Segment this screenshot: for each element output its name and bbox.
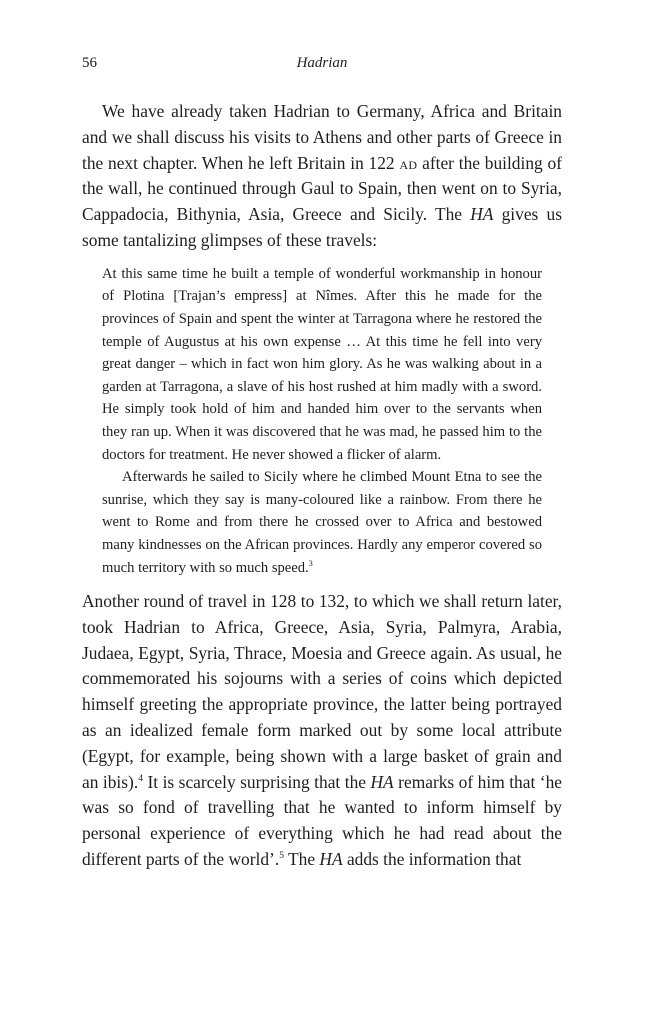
era-abbreviation: ad [399, 152, 418, 173]
work-abbreviation: HA [319, 849, 343, 870]
text-run: It is scarcely surprising that the [142, 771, 371, 792]
block-quotation [102, 263, 542, 579]
work-abbreviation: HA [470, 204, 494, 225]
text-run: remarks of him that ‘he was so fond of travelling that he wanted to inform himself by personal experience of everything which he had read about the different parts of the world’. [82, 771, 562, 870]
text-run: We have already taken Hadrian to Germany, Africa and Britain and we shall discuss his visits to Athens and other parts of Greece in the next chapter. When he left Britain in 122 [82, 101, 562, 173]
paragraph-intro [82, 99, 562, 254]
running-title: Hadrian [296, 55, 348, 71]
text-run: after the building of the wall, he continued through Gaul to Spain, then went on to Syria, Cappadocia, Bithynia, Asia, Greece and Sicily. The [82, 152, 562, 225]
text-run: Afterwards he sailed to Sicily where he climbed Mount Etna to see the sunrise, which they say is many-coloured like a rainbow. From there he went to Rome and from there he crossed over to Africa and bestowed many kindnesses on the African provinces. Hardly any emperor covered so much territory with so much speed. [102, 469, 542, 576]
footnote-marker-3[interactable]: 3 [308, 558, 313, 568]
body-text [82, 99, 562, 873]
paragraph-travels [82, 589, 562, 873]
text-run: Another round of travel in 128 to 132, to which we shall return later, took Hadrian to Africa, Greece, Asia, Syria, Palmyra, Arabia, Judaea, Egypt, Syria, Thrace, Moesia and Greece again. As usual, he commemorated his sojourns with a series of coins which depicted himself greeting the appropriate province, the latter being portrayed as an idealized female form marked out by some local attribute (Egypt, for example, being shown with a large basket of grain and an ibis). [82, 591, 562, 792]
text-run: adds the information that [342, 849, 522, 870]
page-number: 56 [82, 55, 97, 71]
running-head [82, 52, 562, 74]
quote-paragraph-2 [102, 466, 542, 579]
footnote-marker-5[interactable]: 5 [279, 850, 284, 862]
text-run: The [283, 849, 320, 870]
quote-paragraph-1: At this same time he built a temple of wonderful workmanship in honour of Plotina [Trajan’s empress] at Nîmes. After this he made for the provinces of Spain and spent the winter at Tarragona where he restored the temple of Augustus at his own expense … At this time he fell into very great danger – which in fact won him glory. As he was walking about in a garden at Tarragona, a slave of his host rushed at him madly with a sword. He simply took hold of him and handed him over to the servants when they ran up. When it was discovered that he was mad, he passed him to the doctors for treatment. He never showed a flicker of alarm. [102, 265, 542, 463]
text-run: gives us some tantalizing glimpses of these travels: [82, 204, 562, 250]
work-abbreviation: HA [370, 771, 394, 792]
footnote-marker-4[interactable]: 4 [138, 772, 143, 784]
